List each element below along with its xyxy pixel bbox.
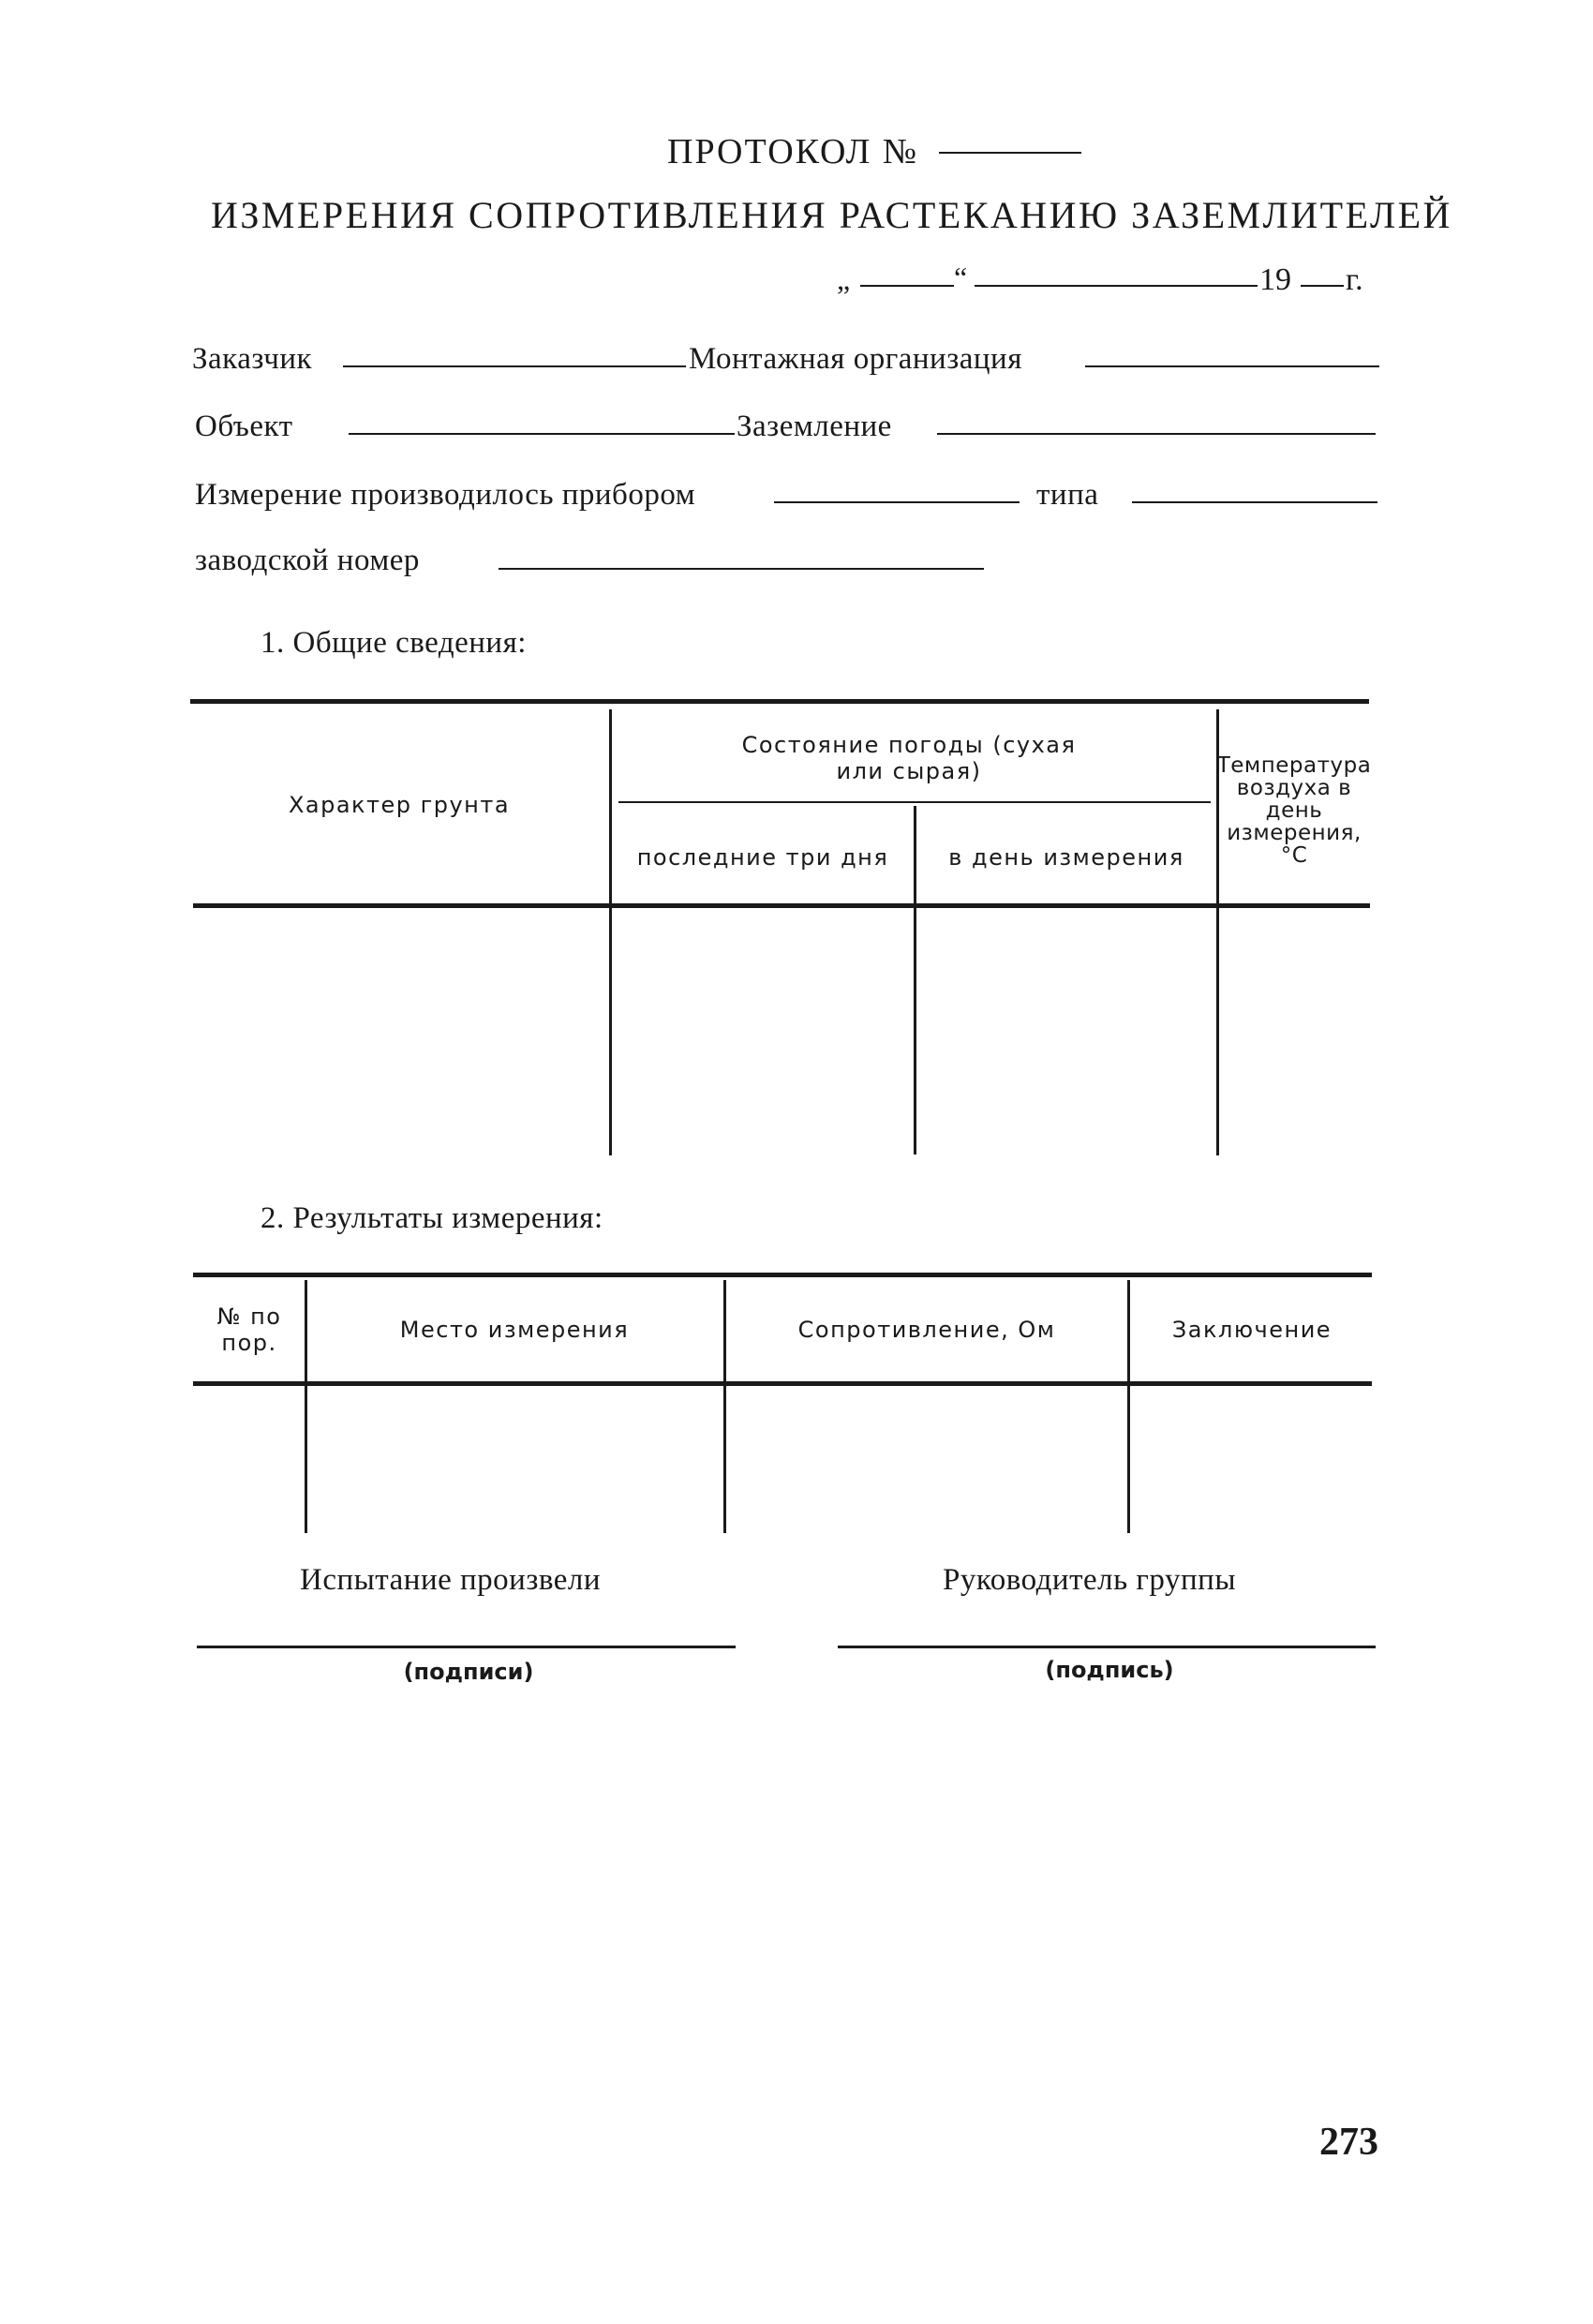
page-number: 273: [1319, 2121, 1378, 2164]
testers-caption: (подписи): [403, 1659, 534, 1685]
date-year-blank[interactable]: [1301, 285, 1344, 287]
leader-label: Руководитель группы: [943, 1563, 1236, 1597]
col-measurement-day-header: в день измерения: [948, 844, 1184, 872]
type-field[interactable]: [1132, 501, 1377, 503]
col-number-header: № по пор.: [216, 1304, 282, 1356]
col-weather-header: Состояние погоды (сухая или сырая): [741, 732, 1077, 784]
grounding-label: Заземление: [737, 410, 892, 443]
device-field[interactable]: [774, 501, 1020, 503]
serial-number-label: заводской номер: [195, 544, 420, 577]
object-field[interactable]: [349, 433, 735, 435]
date-close-quote: “: [954, 261, 968, 294]
leader-signature-line[interactable]: [838, 1646, 1376, 1648]
date-open-quote: „: [837, 262, 851, 296]
date-year-suffix: г.: [1346, 262, 1363, 297]
testers-label: Испытание произвели: [300, 1563, 602, 1597]
protocol-number-blank[interactable]: [939, 152, 1081, 154]
grounding-field[interactable]: [937, 433, 1376, 435]
col-conclusion-header: Заключение: [1171, 1317, 1332, 1344]
customer-field[interactable]: [343, 365, 686, 367]
installer-label: Монтажная организация: [689, 342, 1022, 376]
col-soil-header: Характер грунта: [288, 792, 511, 819]
object-label: Объект: [195, 410, 293, 443]
page-title: ИЗМЕРЕНИЯ СОПРОТИВЛЕНИЯ РАСТЕКАНИЮ ЗАЗЕМЛИТЕЛЕЙ: [211, 194, 1452, 236]
protocol-label: ПРОТОКОЛ №: [667, 132, 919, 171]
col-air-temp-header: Температура воздуха в день измерения, °С: [1216, 752, 1372, 869]
type-label: типа: [1036, 478, 1099, 512]
installer-field[interactable]: [1085, 365, 1379, 367]
date-day-blank[interactable]: [860, 285, 954, 287]
section1-heading: 1. Общие сведения:: [261, 626, 527, 660]
col-last-three-days-header: последние три дня: [636, 844, 889, 872]
col-place-header: Место измерения: [399, 1317, 630, 1344]
device-label: Измерение производилось прибором: [195, 478, 696, 512]
date-year-prefix: 19: [1259, 262, 1291, 297]
section2-heading: 2. Результаты измерения:: [261, 1201, 603, 1235]
date-month-blank[interactable]: [975, 285, 1258, 287]
testers-signature-line[interactable]: [197, 1646, 736, 1648]
col-resistance-header: Сопротивление, Ом: [797, 1317, 1056, 1344]
customer-label: Заказчик: [192, 342, 313, 376]
serial-number-field[interactable]: [499, 568, 984, 570]
leader-caption: (подпись): [1045, 1657, 1174, 1683]
